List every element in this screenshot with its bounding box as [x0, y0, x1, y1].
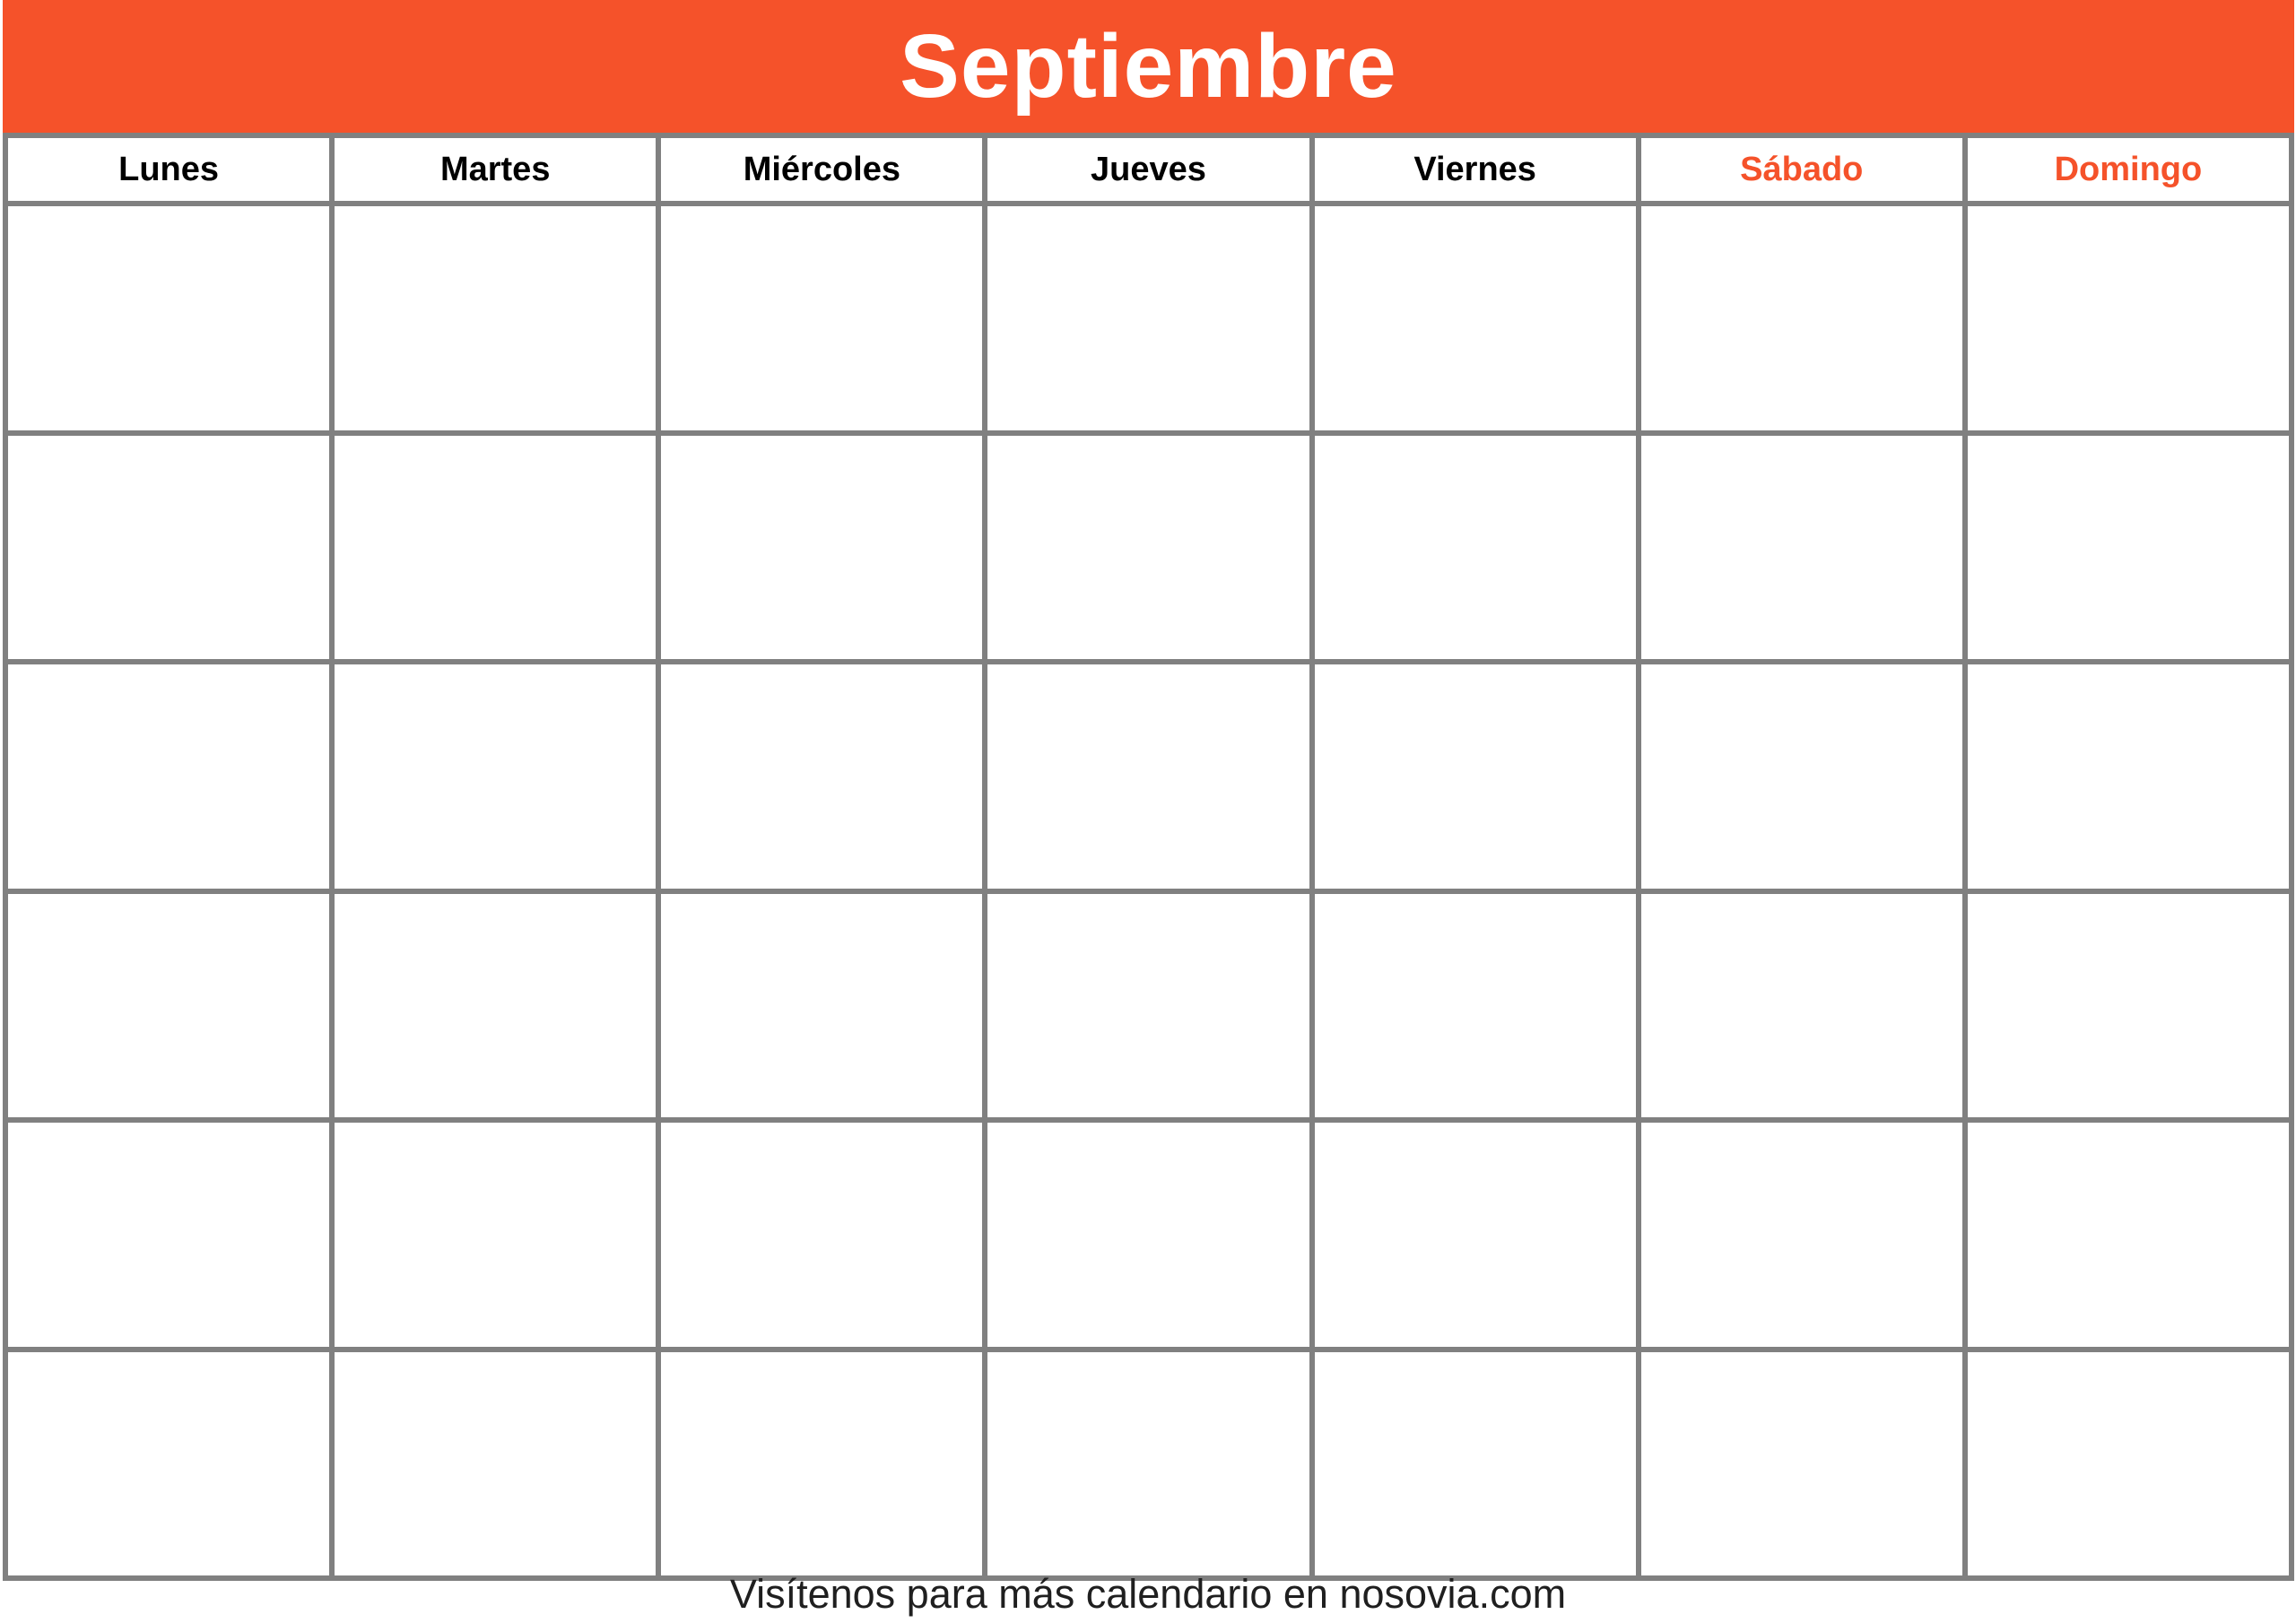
footer-note: Visítenos para más calendario en nosovia.com [729, 1571, 1567, 1617]
weekday-viernes: Viernes [1315, 138, 1636, 201]
day-cell [335, 206, 656, 430]
day-cell [987, 206, 1309, 430]
calendar-grid [3, 133, 2294, 1581]
day-cell [1968, 894, 2289, 1118]
day-cell [335, 1123, 656, 1347]
month-title: Septiembre [900, 15, 1397, 117]
day-cell [1641, 436, 1962, 660]
day-cell [1968, 206, 2289, 430]
day-cell [987, 664, 1309, 889]
day-cell [1315, 664, 1636, 889]
weekday-sabado: Sábado [1641, 138, 1962, 201]
day-cell [1641, 1123, 1962, 1347]
day-cell [1315, 1123, 1636, 1347]
day-cell [1968, 1123, 2289, 1347]
day-cell [1315, 894, 1636, 1118]
day-cell [661, 1352, 982, 1576]
day-cell [8, 1352, 329, 1576]
day-cell [8, 664, 329, 889]
day-cell [1641, 894, 1962, 1118]
weekday-domingo: Domingo [1968, 138, 2289, 201]
day-cell [8, 1123, 329, 1347]
day-cell [1968, 1352, 2289, 1576]
day-cell [8, 436, 329, 660]
day-cell [661, 1123, 982, 1347]
day-cell [987, 1123, 1309, 1347]
weekday-jueves: Jueves [987, 138, 1309, 201]
day-cell [661, 206, 982, 430]
day-cell [661, 894, 982, 1118]
day-cell [1315, 1352, 1636, 1576]
day-cell [8, 894, 329, 1118]
day-cell [661, 436, 982, 660]
day-cell [1315, 436, 1636, 660]
day-cell [335, 664, 656, 889]
day-cell [987, 436, 1309, 660]
day-cell [661, 664, 982, 889]
weekday-lunes: Lunes [8, 138, 329, 201]
day-cell [987, 1352, 1309, 1576]
day-cell [335, 894, 656, 1118]
calendar [3, 0, 2294, 1581]
day-cell [1315, 206, 1636, 430]
month-title-bar [3, 0, 2294, 133]
day-cell [1641, 206, 1962, 430]
weekday-martes: Martes [335, 138, 656, 201]
weekday-miercoles: Miércoles [661, 138, 982, 201]
day-cell [335, 1352, 656, 1576]
day-cell [335, 436, 656, 660]
day-cell [8, 206, 329, 430]
day-cell [1968, 436, 2289, 660]
day-cell [1641, 664, 1962, 889]
day-cell [1968, 664, 2289, 889]
day-cell [987, 894, 1309, 1118]
day-cell [1641, 1352, 1962, 1576]
